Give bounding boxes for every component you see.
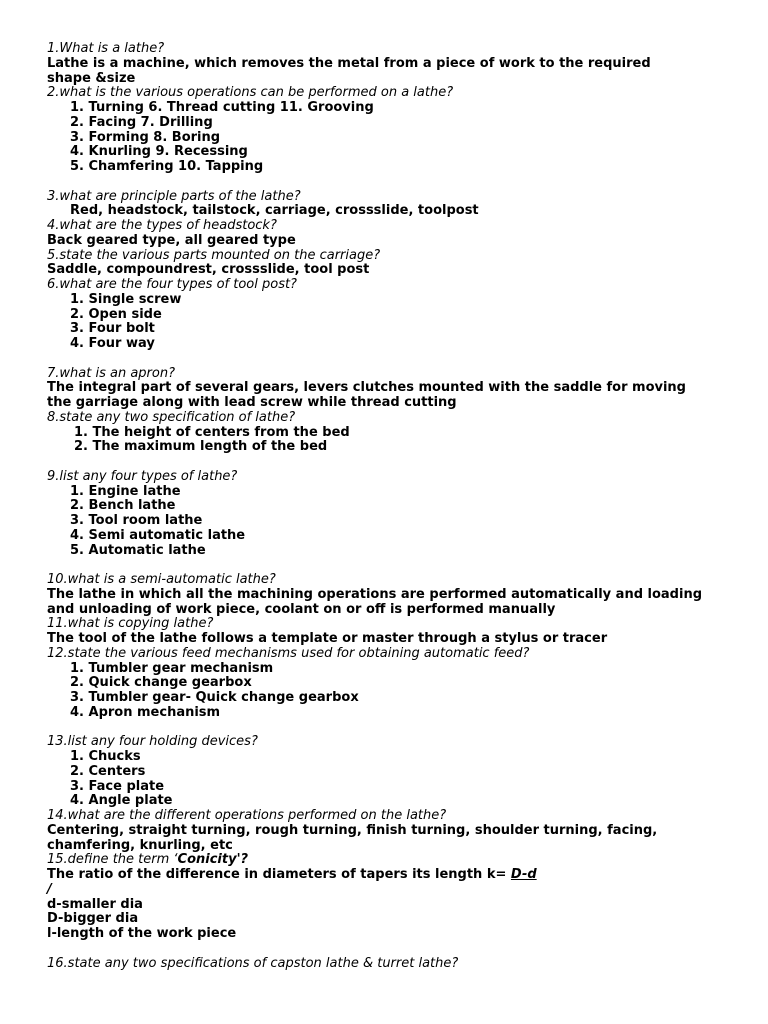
list-item: 4. Apron mechanism bbox=[70, 704, 221, 720]
answer-15-text: The ratio of the difference in diameters of tapers its length k= bbox=[47, 867, 507, 882]
list-item: 1. The height of centers from the bed bbox=[74, 424, 350, 440]
list-item: 1. Turning 6. Thread cutting 11. Grooving bbox=[70, 100, 374, 115]
question-3: 3.what are principle parts of the lathe? bbox=[47, 188, 301, 204]
question-10: 10.what is a semi-automatic lathe? bbox=[47, 572, 276, 587]
answer-15 bbox=[47, 868, 748, 883]
question-15 bbox=[47, 853, 748, 868]
answer-11: The tool of the lathe follows a template or master through a stylus or tracer bbox=[47, 631, 608, 646]
list-item: 2. Centers bbox=[70, 763, 146, 779]
question-7: 7.what is an apron? bbox=[47, 365, 175, 381]
formula-slash: / bbox=[47, 881, 52, 897]
question-12: 12.state the various feed mechanisms used for obtaining automatic feed? bbox=[47, 645, 530, 661]
question-15-term: Conicity'? bbox=[177, 852, 249, 868]
list-item: 3. Face plate bbox=[70, 778, 165, 794]
question-1: 1.What is a lathe? bbox=[47, 41, 165, 56]
list-item: 3. Tumbler gear- Quick change gearbox bbox=[70, 690, 359, 705]
list-item: 1. Chucks bbox=[70, 749, 141, 764]
question-6: 6.what are the four types of tool post? bbox=[47, 277, 297, 292]
question-8: 8.state any two specification of lathe? bbox=[47, 409, 296, 425]
list-item: 4. Angle plate bbox=[70, 793, 173, 809]
question-4: 4.what are the types of headstock? bbox=[47, 218, 277, 233]
list-item: 5. Automatic lathe bbox=[70, 542, 206, 558]
list-item: 2. Quick change gearbox bbox=[70, 675, 252, 691]
list-item: 4. Knurling 9. Recessing bbox=[70, 144, 248, 160]
definition-item: l-length of the work piece bbox=[47, 926, 237, 941]
question-15-prefix: 15.define the term ‘ bbox=[47, 852, 178, 868]
list-item: 4. Four way bbox=[70, 336, 155, 351]
list-item: 3. Forming 8. Boring bbox=[70, 129, 221, 145]
answer-4: Back geared type, all geared type bbox=[47, 232, 296, 248]
list-item: 5. Chamfering 10. Tapping bbox=[70, 159, 264, 174]
definition-item: d-smaller dia bbox=[47, 896, 143, 912]
list-item: 3. Four bolt bbox=[70, 321, 155, 337]
answer-10: The lathe in which all the machining operations are performed automatically and loading and unloading of work piece, coolant on or off is performed manually bbox=[47, 586, 703, 617]
answer-1: Lathe is a machine, which removes the metal from a piece of work to the required shape &size bbox=[47, 55, 651, 86]
question-13: 13.list any four holding devices? bbox=[47, 734, 258, 750]
list-item: 1. Single screw bbox=[70, 291, 182, 307]
list-item: 3. Tool room lathe bbox=[70, 513, 203, 528]
formula-numerator: D-d bbox=[510, 867, 537, 882]
question-5: 5.state the various parts mounted on the carriage? bbox=[47, 247, 381, 263]
answer-7: The integral part of several gears, levers clutches mounted with the saddle for moving the garriage along with lead screw while thread cutting bbox=[47, 380, 686, 410]
list-item: 4. Semi automatic lathe bbox=[70, 527, 246, 543]
question-14: 14.what are the different operations performed on the lathe? bbox=[47, 808, 447, 823]
list-item: 1. Tumbler gear mechanism bbox=[70, 660, 274, 676]
answer-3: Red, headstock, tailstock, carriage, crossslide, toolpost bbox=[70, 203, 479, 219]
definition-item: D-bigger dia bbox=[47, 911, 139, 927]
question-16: 16.state any two specifications of capston lathe & turret lathe? bbox=[47, 955, 459, 971]
question-2: 2.what is the various operations can be performed on a lathe? bbox=[47, 85, 454, 101]
list-item: 2. Open side bbox=[70, 306, 162, 322]
list-item: 2. Bench lathe bbox=[70, 498, 176, 514]
list-item: 2. The maximum length of the bed bbox=[74, 439, 328, 455]
list-item: 2. Facing 7. Drilling bbox=[70, 114, 213, 130]
question-11: 11.what is copying lathe? bbox=[47, 616, 214, 632]
answer-14: Centering, straight turning, rough turning, finish turning, shoulder turning, facing, chamfering, knurling, etc bbox=[47, 822, 658, 853]
answer-5: Saddle, compoundrest, crossslide, tool post bbox=[47, 262, 370, 278]
question-9: 9.list any four types of lathe? bbox=[47, 468, 238, 484]
list-item: 1. Engine lathe bbox=[70, 483, 181, 499]
